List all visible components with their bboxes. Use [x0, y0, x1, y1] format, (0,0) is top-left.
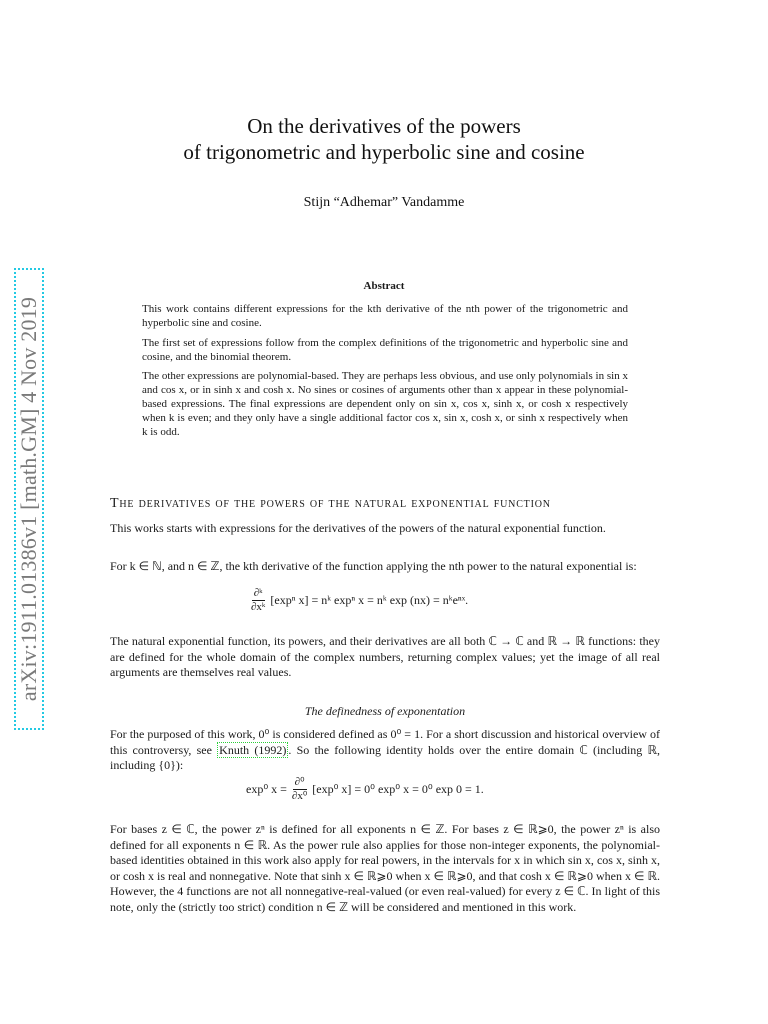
body-paragraph-3: The natural exponential function, its powers, and their derivatives are all both ℂ → ℂ and ℝ → ℝ functions: they are defined for the whole domain of the complex numbers, returning complex values; yet the image of all real arguments are themselves real values.	[110, 634, 660, 679]
paragraph-text: For the purposed of this work, 0⁰ is considered defined as 0⁰ = 1. For a short discussion and historical overview of this controversy, see	[110, 727, 660, 757]
equation-body: [exp⁰ x] = 0⁰ exp⁰ x = 0⁰ exp 0 = 1.	[312, 782, 484, 796]
subsection-title: The definedness of exponentation	[304, 704, 466, 718]
equation-body: [expⁿ x] = nᵏ expⁿ x = nᵏ exp (nx) = nᵏeⁿˣ.	[270, 593, 469, 607]
fraction-numerator: ∂ᵏ	[253, 587, 263, 599]
equation-fraction	[249, 587, 267, 614]
paper-title-line-1: On the derivatives of the powers	[247, 114, 521, 138]
fraction-denominator: ∂x⁰	[291, 790, 308, 802]
section-title: The derivatives of the powers of the natural exponential function	[110, 496, 551, 511]
body-paragraph-1: This works starts with expressions for the derivatives of the powers of the natural exponential function.	[110, 521, 606, 535]
abstract-paragraph-2: The first set of expressions follow from the complex definitions of the trigonometric and hyperbolic sine and cosine, and the binomial theorem.	[142, 337, 628, 363]
abstract-paragraph-1: This work contains different expressions for the kth derivative of the nth power of the trigonometric and hyperbolic sine and cosine.	[142, 303, 628, 329]
fraction-numerator: ∂⁰	[294, 776, 305, 788]
paper-title-line-2: of trigonometric and hyperbolic sine and cosine	[183, 140, 585, 164]
arxiv-identifier-stamp[interactable]	[14, 268, 44, 730]
equation-exp-derivative	[248, 587, 468, 614]
paragraph-text: . So the following identity holds over the entire domain ℂ (including ℝ, including {0}):	[110, 742, 660, 772]
arxiv-identifier-text: arXiv:1911.01386v1 [math.GM] 4 Nov 2019	[16, 296, 41, 702]
body-paragraph-2: For k ∈ ℕ, and n ∈ ℤ, the kth derivative of the function applying the nth power to the natural exponential is:	[110, 559, 637, 573]
citation-link-knuth[interactable]: Knuth (1992)	[219, 742, 287, 757]
body-paragraph-5: For bases z ∈ ℂ, the power zⁿ is defined for all exponents n ∈ ℤ. For bases z ∈ ℝ⩾0, the power zⁿ is also defined for all exponents n ∈ ℝ. As the power rule also applies for those non-integer exponents, the polynomial-based identities obtained in this work also apply for real powers, in the intervals for x in which sin x, cos x, sinh x, or cosh x is real and nonnegative. Note that sinh x ∈ ℝ⩾0 when x ∈ ℝ⩾0, and that cosh x ∈ ℝ⩾0 when x ∈ ℝ. However, the 4 functions are not all nonnegative-real-valued (or even real-valued) for every z ∈ ℂ. In light of this note, only the (strictly too strict) condition n ∈ ℤ will be considered and mentioned in this work.	[110, 822, 660, 914]
author-name: Stijn “Adhemar” Vandamme	[303, 195, 465, 210]
fraction-denominator: ∂xᵏ	[251, 601, 266, 613]
equation-lhs: exp⁰ x =	[246, 782, 287, 796]
abstract-paragraph-3: The other expressions are polynomial-based. They are perhaps less obvious, and use only polynomials in sin x and cos x, or in sinh x and cosh x. No sines or cosines of arguments other than x appear in these polynomial-based expressions. The final expressions are dependent only on sin x, cos x, sinh x, or cosh x respectively when k is even; and they only have a single additional factor cos x, sin x, cosh x, or sinh x respectively when k is odd.	[142, 370, 628, 438]
body-paragraph-4	[110, 727, 660, 774]
equation-fraction	[290, 776, 309, 803]
equation-zero-power	[246, 776, 484, 803]
abstract-heading: Abstract	[363, 280, 405, 292]
